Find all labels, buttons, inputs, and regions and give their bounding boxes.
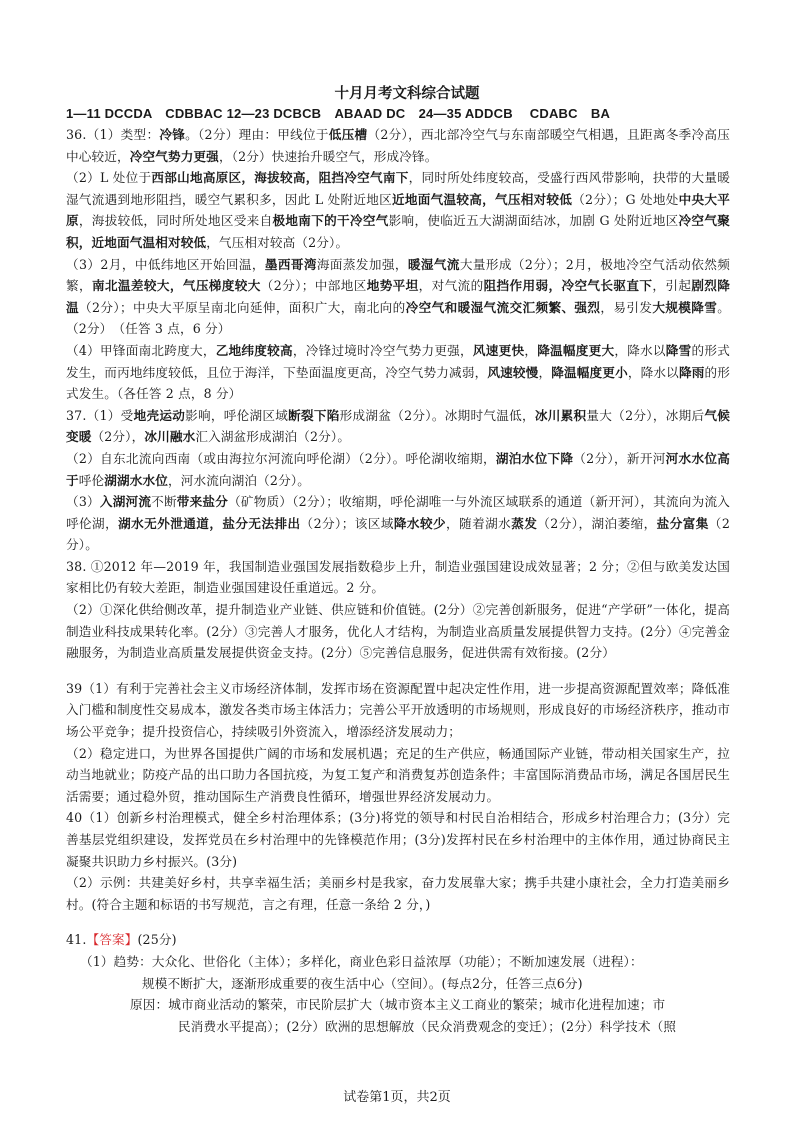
- emphasis-text: 冷空气势力更强: [129, 148, 219, 164]
- body-text: 。（2分）理由：甲线位于: [185, 127, 329, 142]
- q41-reason-text1: 城市商业活动的繁荣，市民阶层扩大（城市资本主义工商业的繁荣；城市化进程加速；市: [168, 997, 666, 1013]
- body-text: ，同时所处纬度较高，受盛行西风带影响，抉带的大量暖湿气流遇到地形阻挡，暖空气累积多，因此 L 处附近地区: [66, 170, 730, 207]
- body-text: 。（2分） （任答 3 点，6 分）: [66, 299, 731, 337]
- emphasis-text: 降雪: [665, 342, 692, 358]
- page-footer: 试卷第1页，共2页: [343, 1090, 451, 1105]
- body-text: 海面蒸发加强，: [316, 256, 408, 272]
- body-text: ，: [524, 342, 538, 358]
- q40-part2: （2）示例：共建美好乡村，共享幸福生活；美丽乡村是我家，奋力发展靠大家；携手共建小康社会，全力打造美丽乡村。(符合主题和标语的书写规范，言之有理，任意一条给 2 分，): [66, 875, 730, 912]
- body-text: ，河水流向湖泊（2分）。: [167, 472, 311, 488]
- emphasis-text: 地势平坦: [366, 278, 419, 294]
- emphasis-text: 南北温差较大，气压梯度较大: [91, 278, 261, 294]
- answer-tag: 【答案】: [86, 932, 138, 948]
- body-text: ，: [538, 364, 552, 380]
- emphasis-text: 冷空气和暖湿气流交汇频繁、强烈: [405, 299, 601, 315]
- emphasis-text: 暖湿气流: [407, 256, 460, 272]
- body-text: 形成湖盆（2分）。冰期时气温低，: [339, 407, 535, 423]
- q40-part1: 40（1）创新乡村治理模式，健全乡村治理体系；(3分)将党的领导和村民自治相结合，形成乡村治理合力；(3分）完善基层党组织建设，发挥党员在乡村治理中的先锋模范作用；(3分)发挥村民在乡村治理中的主体作用，通过协商民主凝聚共识助力乡村振兴。(3分): [66, 810, 730, 869]
- q37-part3: [66, 491, 730, 556]
- body-text: （2）自东北流向西南（或由海拉尔河流向呼伦湖）（2分）。呼伦湖收缩期，: [66, 450, 496, 466]
- q36-part4: [66, 340, 730, 405]
- body-text: 呼伦: [78, 472, 105, 488]
- emphasis-text: 乙地纬度较高: [215, 342, 293, 358]
- body-text: ，引起: [652, 278, 692, 294]
- emphasis-text: 极地南下的干冷空气: [272, 213, 389, 229]
- body-text: （4）甲锋面南北跨度大，: [66, 342, 216, 358]
- body-text: 汇入湖盆形成湖泊（2分）。: [195, 429, 351, 445]
- q41-reason-line2: 民消费水平提高）；(2分）欧洲的思想解放（民众消费观念的变迁）；(2分）科学技术（照: [178, 1018, 677, 1034]
- q41-trend-line2: 规模不断扩大，逐渐形成重要的夜生活中心（空间）。(每点2分，任答三点6分): [142, 975, 583, 991]
- body-text: （2分）；中部地区: [260, 278, 367, 294]
- emphasis-text: 带来盐分: [176, 494, 229, 510]
- emphasis-text: 湖水无外泄通道，盐分无法排出: [118, 515, 301, 531]
- body-text: 的形式发生。（各任答 2 点，8 分）: [66, 364, 730, 402]
- emphasis-text: 墨西哥湾: [264, 256, 317, 272]
- body-text: （2分）；G 处地处: [572, 191, 679, 207]
- emphasis-text: 河水水位高于: [66, 450, 730, 488]
- body-text: 的形式发生，而丙地纬度较低，且位于海洋，下垫面温度更高，冷空气势力减弱，: [66, 342, 730, 380]
- emphasis-text: 湖泊水位下降: [495, 450, 574, 466]
- body-text: （2分），: [91, 429, 145, 445]
- emphasis-text: 降水较少: [393, 515, 447, 531]
- emphasis-text: 入湖河流: [99, 494, 152, 510]
- body-text: （矿物质）（2分）；收缩期，呼伦湖唯一与外流区域联系的通道（新开河），其流向为流入呼伦湖，: [66, 494, 731, 531]
- q39-part2: （2）稳定进口，为世界各国提供广阔的市场和发展机遇；充足的生产供应，畅通国际产业链，带动相关国家生产，拉动当地就业；防疫产品的出口助力各国抗疫，为复工复产和消费复苏创造条件；丰富国际消费品市场，满足各国居民生活需要；通过稳外贸，推动国际生产消费良性循环，增强世界经济发展动力。: [66, 745, 730, 804]
- answer-key-line: 1—11 DCCDA CDBBAC 12—23 DCBCB ABAAD DC 24—35 ADDCB CDABC BA: [66, 106, 611, 121]
- emphasis-text: 剧烈降温: [66, 278, 731, 315]
- q37-part2: [66, 448, 730, 491]
- page-content: [66, 84, 730, 1037]
- emphasis-text: 风速更快: [472, 342, 525, 358]
- q36-part2: [66, 167, 730, 253]
- page-title: 十月月考文科综合试题: [334, 85, 480, 102]
- body-text: 大量形成（2分）；2月，极地冷空气活动依然频繁，: [66, 256, 730, 294]
- body-text: ，易引发: [600, 299, 653, 315]
- body-text: 不断: [151, 494, 177, 510]
- q38-part1: 38. ①2012 年—2019 年，我国制造业强国发展指数稳步上升，制造业强国建设成效显著；2 分；②但与欧美发达国家相比仍有较大差距，制造业强国建设任重道远。2 分。: [66, 558, 730, 596]
- emphasis-text: 冰川融水: [144, 429, 196, 445]
- body-text: 36.（1）类型：: [66, 127, 160, 142]
- emphasis-text: 阻挡作用弱，冷空气长驱直下: [483, 278, 653, 294]
- body-text: （2分），西北部冷空气与东南部暖空气相遇，且距离冬季冷高压中心较近，: [66, 127, 730, 164]
- emphasis-text: 西部山地高原区，海拔较高，阻挡冷空气南下: [151, 170, 409, 186]
- body-text: 37.（1）受: [66, 407, 134, 423]
- emphasis-text: 湖湖水水位: [104, 472, 168, 488]
- emphasis-text: 风速较慢: [487, 364, 539, 380]
- body-text: ，（2分）快速抬升暖空气，形成冷锋。: [218, 148, 438, 164]
- emphasis-text: 中央大平原: [66, 191, 730, 229]
- q38-part2: （2）①深化供给侧改革，提升制造业产业链、供应链和价值链。(2分）②完善创新服务，促进“产学研”一体化，提高制造业科技成果转化率。(2分）③完善人才服务，优化人才结构，为制造业高质量发展提供智力支持。(2分）④完善金融服务，为制造业高质量发展提供资金支持。(2分）⑤完善信息服务，促进供需有效衔接。(2分）: [66, 602, 730, 661]
- body-text: （2分）。: [66, 515, 730, 553]
- q41-reason-line1: [66, 994, 730, 1016]
- body-text: （2分），湖泊萎缩，: [537, 515, 657, 531]
- emphasis-text: 冰川累积: [534, 407, 587, 423]
- emphasis-text: 蒸发: [511, 515, 538, 531]
- emphasis-text: 降雨: [678, 364, 705, 380]
- body-text: 影响，呼伦湖区域: [185, 407, 289, 423]
- q37-part1: [66, 405, 730, 448]
- q41-reason-label: 原因：: [130, 997, 169, 1013]
- emphasis-text: 降温幅度更小: [551, 364, 628, 380]
- q41-trend-line1: [66, 951, 730, 973]
- body-text: ，海拔较低，同时所处地区受来自: [78, 213, 273, 229]
- body-text: （2）L 处位于: [66, 170, 152, 186]
- body-text: ，降水以: [614, 342, 666, 358]
- emphasis-text: 大规模降雪: [652, 299, 718, 315]
- body-text: ，冷锋过境时冷空气势力更强，: [292, 342, 473, 358]
- body-text: ，对气流的: [418, 278, 484, 294]
- emphasis-text: 近地面气温较高，气压相对较低: [391, 191, 573, 207]
- body-text: 影响，使临近五大湖湖面结冰，加剧 G 处附近地区: [388, 213, 679, 229]
- emphasis-text: 气候变暖: [66, 407, 730, 445]
- q41-score: (25分): [137, 932, 177, 948]
- emphasis-text: 冷空气聚积，近地面气温相对较低: [66, 213, 730, 250]
- section-gap: [66, 915, 730, 929]
- emphasis-text: 冷锋: [159, 127, 186, 142]
- body-text: （2分）；中央大平原呈南北向延伸，面积广大，南北向的: [78, 299, 406, 315]
- q41-header: [66, 929, 730, 951]
- body-text: ，气压相对较高（2分）。: [206, 234, 349, 250]
- q41-trend-label: （1）趋势：: [80, 953, 152, 969]
- emphasis-text: 盐分富集: [656, 515, 709, 531]
- q36-part3: [66, 254, 730, 340]
- body-text: （2分）；该区域: [300, 515, 394, 531]
- body-text: （3）2月，中低纬地区开始回温，: [66, 256, 265, 272]
- body-text: 量大（2分），冰期后: [586, 407, 705, 423]
- q36-part1: [66, 124, 730, 167]
- body-text: ，降水以: [627, 364, 679, 380]
- q41-number: 41.: [66, 932, 87, 948]
- emphasis-text: 低压槽: [328, 127, 368, 142]
- section-gap: [66, 664, 730, 678]
- emphasis-text: 地壳运动: [133, 407, 186, 423]
- q41-trend-text1: 大众化、世俗化（主体）；多样化，商业色彩日益浓厚（功能）；不断加速发展（进程）：: [151, 953, 643, 969]
- body-text: （3）: [66, 494, 100, 510]
- body-text: ，随着湖水: [446, 515, 512, 531]
- emphasis-text: 断裂下陷: [288, 407, 340, 423]
- q39-part1: 39（1）有利于完善社会主义市场经济体制，发挥市场在资源配置中起决定性作用，进一步提高资源配置效率；降低准入门槛和制度性交易成本，激发各类市场主体活力；完善公平开放透明的市场规则，形成良好的市场经济秩序，推动市场公平竞争；提升投资信心，持续吸引外资流入，增添经济发展动力；: [66, 680, 730, 740]
- emphasis-text: 降温幅度更大: [537, 342, 615, 358]
- body-text: （2分），新开河: [573, 450, 666, 466]
